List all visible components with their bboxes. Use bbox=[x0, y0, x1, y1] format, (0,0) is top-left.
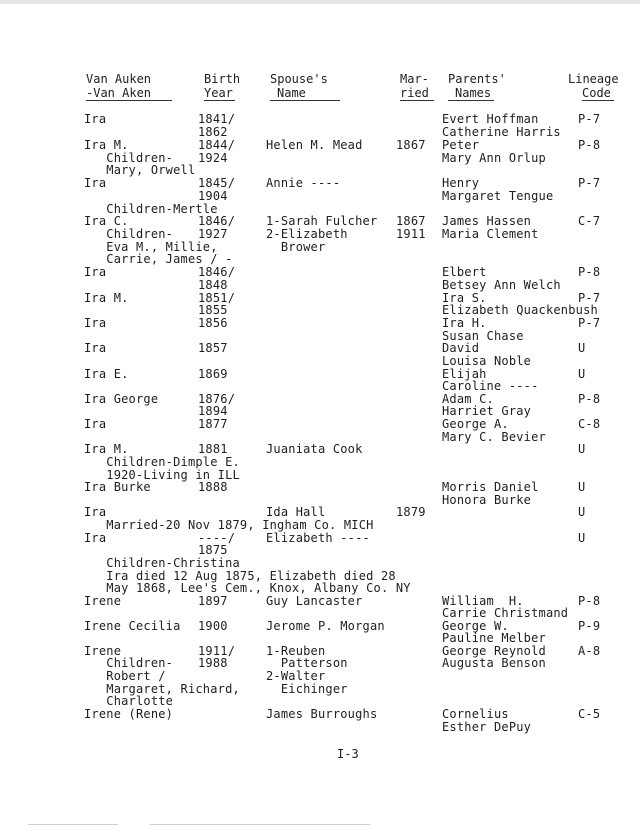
lineage-cell: U bbox=[578, 505, 586, 519]
birth-cell: 1851/ bbox=[198, 291, 236, 305]
name-cell: Charlotte bbox=[84, 694, 174, 708]
birth-cell: 1856 bbox=[198, 316, 228, 330]
lineage-cell: P-7 bbox=[578, 176, 601, 190]
parents-cell: Mary C. Bevier bbox=[442, 430, 546, 444]
name-cell: Ira bbox=[84, 531, 107, 545]
married-cell: 1879 bbox=[396, 505, 426, 519]
birth-cell: 1927 bbox=[198, 227, 228, 241]
parents-cell: Betsey Ann Welch bbox=[442, 278, 561, 292]
name-cell: 1920-Living in ILL bbox=[84, 468, 240, 482]
name-cell: Ira M. bbox=[84, 291, 129, 305]
parents-cell: Elijah bbox=[442, 367, 487, 381]
scan-bottom-mark bbox=[28, 824, 118, 825]
lineage-cell: P-7 bbox=[578, 291, 601, 305]
name-cell: Ira Burke bbox=[84, 480, 151, 494]
parents-cell: Pauline Melber bbox=[442, 631, 546, 645]
header-birth-2: Year bbox=[204, 86, 233, 100]
parents-cell: Susan Chase bbox=[442, 329, 524, 343]
spouse-cell: 1-Reuben bbox=[266, 644, 326, 658]
name-cell: Ira bbox=[84, 417, 107, 431]
birth-cell: 1846/ bbox=[198, 265, 236, 279]
lineage-cell: U bbox=[578, 442, 586, 456]
header-underline-spouse bbox=[270, 100, 340, 101]
parents-cell: Catherine Harris bbox=[442, 125, 561, 139]
lineage-cell: U bbox=[578, 367, 586, 381]
name-cell: Ira bbox=[84, 505, 107, 519]
name-cell: Ira George bbox=[84, 392, 159, 406]
lineage-cell: C-7 bbox=[578, 214, 601, 228]
name-cell: Ira C. bbox=[84, 214, 129, 228]
spouse-cell: Annie ---- bbox=[266, 176, 341, 190]
name-cell: Margaret, Richard, bbox=[84, 682, 240, 696]
parents-cell: George Reynold bbox=[442, 644, 546, 658]
birth-cell: 1876/ bbox=[198, 392, 236, 406]
birth-cell: 1875 bbox=[198, 543, 228, 557]
parents-cell: Honora Burke bbox=[442, 493, 532, 507]
parents-cell: Augusta Benson bbox=[442, 656, 546, 670]
birth-cell: 1862 bbox=[198, 125, 228, 139]
parents-cell: Elbert bbox=[442, 265, 487, 279]
header-spouse-1: Spouse's bbox=[270, 72, 328, 86]
lineage-cell: P-8 bbox=[578, 265, 601, 279]
header-underline-parents bbox=[448, 100, 494, 101]
spouse-cell: Eichinger bbox=[266, 682, 348, 696]
spouse-cell: Jerome P. Morgan bbox=[266, 619, 385, 633]
name-cell: Ira M. bbox=[84, 138, 129, 152]
birth-cell: 1855 bbox=[198, 303, 228, 317]
birth-cell: ----/ bbox=[198, 531, 236, 545]
parents-cell: James Hassen bbox=[442, 214, 532, 228]
birth-cell: 1846/ bbox=[198, 214, 236, 228]
parents-cell: Adam C. bbox=[442, 392, 494, 406]
scan-bottom-mark bbox=[150, 824, 370, 825]
spouse-cell: Ida Hall bbox=[266, 505, 326, 519]
birth-cell: 1888 bbox=[198, 480, 228, 494]
birth-cell: 1897 bbox=[198, 594, 228, 608]
name-cell: Children- bbox=[84, 656, 174, 670]
spouse-cell: Guy Lancaster bbox=[266, 594, 363, 608]
lineage-cell: P-8 bbox=[578, 138, 601, 152]
name-cell: Ira bbox=[84, 316, 107, 330]
name-cell: Children- bbox=[84, 227, 174, 241]
name-cell: Irene bbox=[84, 644, 122, 658]
name-cell: Robert / bbox=[84, 669, 166, 683]
header-underline-birth bbox=[204, 100, 235, 101]
name-cell: Ira M. bbox=[84, 442, 129, 456]
parents-cell: Evert Hoffman bbox=[442, 112, 539, 126]
birth-cell: 1848 bbox=[198, 278, 228, 292]
name-cell: Ira bbox=[84, 265, 107, 279]
name-cell: Ira bbox=[84, 341, 107, 355]
spouse-cell: Elizabeth ---- bbox=[266, 531, 370, 545]
name-cell: Children-Mertle bbox=[84, 202, 218, 216]
header-lineage-2: Code bbox=[582, 86, 611, 100]
birth-cell: 1841/ bbox=[198, 112, 236, 126]
header-surname-1: Van Auken bbox=[86, 72, 152, 86]
parents-cell: Mary Ann Orlup bbox=[442, 151, 546, 165]
lineage-cell: P-8 bbox=[578, 392, 601, 406]
married-cell: 1867 bbox=[396, 138, 426, 152]
lineage-cell: P-9 bbox=[578, 619, 601, 633]
scan-top-edge bbox=[0, 0, 640, 4]
parents-cell: Ira S. bbox=[442, 291, 487, 305]
spouse-cell: 2-Elizabeth bbox=[266, 227, 348, 241]
name-cell: Mary, Orwell bbox=[84, 163, 196, 177]
lineage-cell: A-8 bbox=[578, 644, 601, 658]
birth-cell: 1924 bbox=[198, 151, 228, 165]
parents-cell: George W. bbox=[442, 619, 509, 633]
name-cell: Irene bbox=[84, 594, 122, 608]
parents-cell: Louisa Noble bbox=[442, 354, 532, 368]
parents-cell: Margaret Tengue bbox=[442, 189, 554, 203]
birth-cell: 1857 bbox=[198, 341, 228, 355]
birth-cell: 1900 bbox=[198, 619, 228, 633]
birth-cell: 1911/ bbox=[198, 644, 236, 658]
name-cell: Children- bbox=[84, 151, 174, 165]
parents-cell: Henry bbox=[442, 176, 480, 190]
parents-cell: Morris Daniel bbox=[442, 480, 539, 494]
birth-cell: 1988 bbox=[198, 656, 228, 670]
name-cell: Eva M., Millie, bbox=[84, 240, 218, 254]
name-cell: Ira bbox=[84, 176, 107, 190]
parents-cell: Peter bbox=[442, 138, 480, 152]
name-cell: Ira bbox=[84, 112, 107, 126]
header-parents-1: Parents' bbox=[448, 72, 506, 86]
name-cell: Irene (Rene) bbox=[84, 707, 174, 721]
header-lineage-1: Lineage bbox=[568, 72, 619, 86]
lineage-cell: C-8 bbox=[578, 417, 601, 431]
name-cell: Children-Dimple E. bbox=[84, 455, 240, 469]
header-spouse-2: Name bbox=[277, 86, 306, 100]
name-cell: Ira died 12 Aug 1875, Elizabeth died 28 bbox=[84, 569, 396, 583]
parents-cell: Ira H. bbox=[442, 316, 487, 330]
lineage-cell: U bbox=[578, 341, 586, 355]
parents-cell: Carrie Christmand bbox=[442, 606, 569, 620]
name-cell: Married-20 Nov 1879, Ingham Co. MICH bbox=[84, 518, 374, 532]
parents-cell: David bbox=[442, 341, 480, 355]
parents-cell: William H. bbox=[442, 594, 524, 608]
married-cell: 1911 bbox=[396, 227, 426, 241]
lineage-cell: P-7 bbox=[578, 112, 601, 126]
birth-cell: 1894 bbox=[198, 404, 228, 418]
lineage-cell: U bbox=[578, 531, 586, 545]
spouse-cell: Juaniata Cook bbox=[266, 442, 363, 456]
header-parents-2: Names bbox=[455, 86, 492, 100]
name-cell: Carrie, James / - bbox=[84, 252, 233, 266]
birth-cell: 1877 bbox=[198, 417, 228, 431]
header-surname-2: -Van Aken bbox=[86, 86, 152, 100]
header-birth-1: Birth bbox=[204, 72, 241, 86]
married-cell: 1867 bbox=[396, 214, 426, 228]
page-number: I-3 bbox=[337, 747, 359, 761]
parents-cell: Harriet Gray bbox=[442, 404, 532, 418]
header-married-1: Mar- bbox=[400, 72, 429, 86]
birth-cell: 1845/ bbox=[198, 176, 236, 190]
birth-cell: 1904 bbox=[198, 189, 228, 203]
parents-cell: George A. bbox=[442, 417, 509, 431]
parents-cell: Cornelius bbox=[442, 707, 509, 721]
name-cell: May 1868, Lee's Cem., Knox, Albany Co. NY bbox=[84, 581, 411, 595]
name-cell: Irene Cecilia bbox=[84, 619, 181, 633]
spouse-cell: Brower bbox=[266, 240, 326, 254]
header-underline-lineage bbox=[582, 100, 614, 101]
birth-cell: 1881 bbox=[198, 442, 228, 456]
birth-cell: 1844/ bbox=[198, 138, 236, 152]
lineage-cell: P-8 bbox=[578, 594, 601, 608]
spouse-cell: Helen M. Mead bbox=[266, 138, 363, 152]
spouse-cell: 1-Sarah Fulcher bbox=[266, 214, 378, 228]
parents-cell: Elizabeth Quackenbush bbox=[442, 303, 598, 317]
spouse-cell: James Burroughs bbox=[266, 707, 378, 721]
lineage-cell: C-5 bbox=[578, 707, 601, 721]
spouse-cell: Patterson bbox=[266, 656, 348, 670]
header-underline-married bbox=[400, 100, 434, 101]
spouse-cell: 2-Walter bbox=[266, 669, 326, 683]
lineage-cell: P-7 bbox=[578, 316, 601, 330]
parents-cell: Caroline ---- bbox=[442, 379, 539, 393]
lineage-cell: U bbox=[578, 480, 586, 494]
birth-cell: 1869 bbox=[198, 367, 228, 381]
header-underline-surname bbox=[86, 100, 172, 101]
parents-cell: Esther DePuy bbox=[442, 720, 532, 734]
name-cell: Children-Christina bbox=[84, 556, 240, 570]
header-married-2: ried bbox=[400, 86, 429, 100]
name-cell: Ira E. bbox=[84, 367, 129, 381]
parents-cell: Maria Clement bbox=[442, 227, 539, 241]
